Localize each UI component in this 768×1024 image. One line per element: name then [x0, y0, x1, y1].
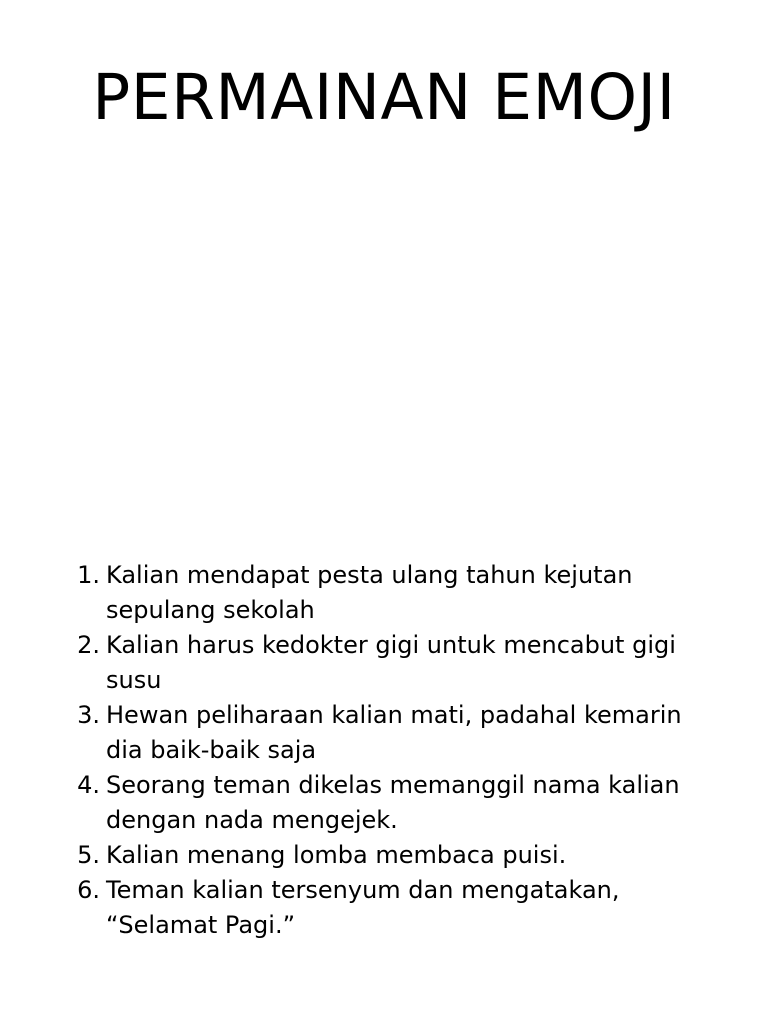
list-item: [60, 838, 710, 873]
list-item-text: Teman kalian tersenyum dan mengatakan, “Selamat Pagi.”: [106, 876, 620, 939]
list-item-number: 2.: [77, 631, 100, 659]
list-item-number: 3.: [77, 701, 100, 729]
list-item-number: 5.: [77, 841, 100, 869]
list-item-text: Kalian mendapat pesta ulang tahun kejutan sepulang sekolah: [106, 561, 633, 624]
list-item: [60, 558, 710, 628]
list-item-text: Kalian menang lomba membaca puisi.: [106, 841, 567, 869]
list-item-number: 6.: [77, 876, 100, 904]
scenario-list: [60, 558, 710, 943]
list-item-number: 4.: [77, 771, 100, 799]
list-item-text: Hewan peliharaan kalian mati, padahal kemarin dia baik-baik saja: [106, 701, 682, 764]
list-item-text: Kalian harus kedokter gigi untuk mencabut gigi susu: [106, 631, 676, 694]
list-item-number: 1.: [77, 561, 100, 589]
page-title: PERMAINAN EMOJI: [92, 61, 676, 134]
list-item: [60, 628, 710, 698]
list-item: [60, 873, 710, 943]
list-item: [60, 698, 710, 768]
list-item-text: Seorang teman dikelas memanggil nama kalian dengan nada mengejek.: [106, 771, 680, 834]
list-item: [60, 768, 710, 838]
